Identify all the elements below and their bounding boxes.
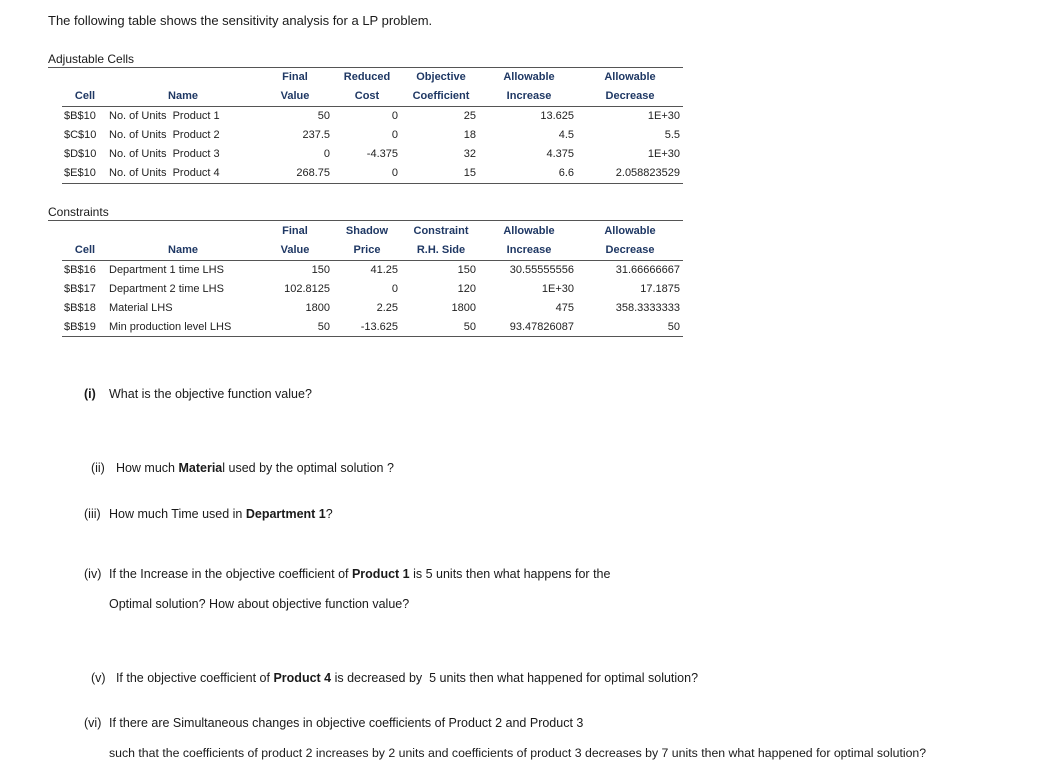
question-2 xyxy=(84,447,394,475)
con-name: Department 2 time LHS xyxy=(109,283,224,295)
con-hdr-cell: Cell xyxy=(74,244,96,256)
question-label: (ii) xyxy=(90,461,105,475)
constraints-top-rule xyxy=(48,220,683,221)
adj-reduced: 0 xyxy=(391,110,398,122)
con-inc: 475 xyxy=(555,302,574,314)
question-6-line-2: such that the coefficients of product 2 increases by 2 units and coefficients of product 3 decreases by 7 units then what happened for optimal solution? xyxy=(109,746,927,760)
adj-inc: 6.6 xyxy=(558,167,574,179)
adj-cell: $D$10 xyxy=(64,148,97,160)
intro-text: The following table shows the sensitivity analysis for a LP problem. xyxy=(48,13,433,28)
adj-hdr-objective-2: Coefficient xyxy=(412,90,470,102)
question-1 xyxy=(84,387,312,401)
adj-inc: 4.5 xyxy=(558,129,574,141)
con-dec: 50 xyxy=(667,321,680,333)
con-hdr-rhs-1: Constraint xyxy=(413,225,469,237)
con-hdr-final-2: Value xyxy=(280,244,310,256)
question-6 xyxy=(84,716,583,730)
adj-final: 237.5 xyxy=(302,129,330,141)
constraints-bottom-rule xyxy=(62,336,683,337)
adj-hdr-objective-1: Objective xyxy=(416,71,466,83)
question-label: (i) xyxy=(84,387,96,401)
adj-hdr-inc-2: Increase xyxy=(506,90,552,102)
con-hdr-inc-2: Increase xyxy=(506,244,552,256)
question-bold: Product 4 xyxy=(273,671,332,685)
con-rhs: 120 xyxy=(457,283,476,295)
constraints-title: Constraints xyxy=(48,205,109,219)
adjustable-top-rule xyxy=(48,67,683,68)
adjustable-header-rule xyxy=(62,106,683,107)
question-text-cont: l used by the optimal solution ? xyxy=(222,461,394,475)
question-5 xyxy=(84,657,698,685)
adj-dec: 1E+30 xyxy=(647,148,680,160)
adj-cell: $C$10 xyxy=(64,129,97,141)
adj-dec: 2.058823529 xyxy=(615,167,680,179)
con-shadow: 41.25 xyxy=(370,264,398,276)
question-label: (iv) xyxy=(84,567,102,581)
question-4 xyxy=(84,567,610,581)
question-bold: Department 1 xyxy=(245,507,326,521)
question-text: If the Increase in the objective coefficient of xyxy=(109,567,352,581)
con-final: 1800 xyxy=(305,302,330,314)
adj-dec: 5.5 xyxy=(664,129,680,141)
question-4-line-2: Optimal solution? How about objective function value? xyxy=(109,597,410,611)
con-shadow: -13.625 xyxy=(360,321,398,333)
adj-reduced: 0 xyxy=(391,129,398,141)
con-hdr-dec-2: Decrease xyxy=(605,244,655,256)
con-shadow: 0 xyxy=(391,283,398,295)
adj-inc: 4.375 xyxy=(546,148,574,160)
adj-final: 50 xyxy=(317,110,330,122)
con-name: Min production level LHS xyxy=(109,321,232,333)
adj-hdr-final-1: Final xyxy=(282,71,308,83)
con-inc: 93.47826087 xyxy=(509,321,574,333)
question-text-cont: ? xyxy=(325,507,333,521)
question-label: (iii) xyxy=(84,507,101,521)
con-hdr-rhs-2: R.H. Side xyxy=(416,244,466,256)
adjustable-bottom-rule xyxy=(62,183,683,184)
con-hdr-final-1: Final xyxy=(282,225,308,237)
adj-hdr-name: Name xyxy=(168,90,198,102)
question-text: What is the objective function value? xyxy=(109,387,312,401)
con-rhs: 50 xyxy=(463,321,476,333)
con-hdr-inc-1: Allowable xyxy=(503,225,555,237)
con-final: 102.8125 xyxy=(284,283,330,295)
adj-hdr-reduced-1: Reduced xyxy=(343,71,391,83)
adj-hdr-dec-2: Decrease xyxy=(605,90,655,102)
adj-name: No. of Units Product 4 xyxy=(109,167,220,179)
adj-reduced: 0 xyxy=(391,167,398,179)
con-cell: $B$19 xyxy=(64,321,96,333)
adj-name: No. of Units Product 2 xyxy=(109,129,220,141)
adj-name: No. of Units Product 1 xyxy=(109,110,220,122)
constraints-header-rule xyxy=(62,260,683,261)
adj-hdr-dec-1: Allowable xyxy=(604,71,656,83)
con-hdr-shadow-1: Shadow xyxy=(345,225,389,237)
adj-hdr-inc-1: Allowable xyxy=(503,71,555,83)
con-final: 50 xyxy=(317,321,330,333)
question-text: If the objective coefficient of xyxy=(115,671,274,685)
question-text-cont: is 5 units then what happens for the xyxy=(409,567,611,581)
con-final: 150 xyxy=(311,264,330,276)
con-dec: 31.66666667 xyxy=(615,264,680,276)
adj-cell: $E$10 xyxy=(64,167,96,179)
con-inc: 1E+30 xyxy=(541,283,574,295)
adj-cell: $B$10 xyxy=(64,110,96,122)
con-shadow: 2.25 xyxy=(376,302,398,314)
con-name: Material LHS xyxy=(109,302,173,314)
con-hdr-dec-1: Allowable xyxy=(604,225,656,237)
adj-hdr-final-2: Value xyxy=(280,90,310,102)
con-rhs: 1800 xyxy=(451,302,476,314)
question-text: How much xyxy=(115,461,179,475)
con-cell: $B$16 xyxy=(64,264,96,276)
con-cell: $B$18 xyxy=(64,302,96,314)
adj-coef: 18 xyxy=(463,129,476,141)
adj-dec: 1E+30 xyxy=(647,110,680,122)
adj-coef: 25 xyxy=(463,110,476,122)
question-text: If there are Simultaneous changes in objective coefficients of Product 2 and Product 3 xyxy=(109,716,584,730)
adj-final: 268.75 xyxy=(296,167,330,179)
adj-hdr-reduced-2: Cost xyxy=(354,90,380,102)
con-hdr-shadow-2: Price xyxy=(353,244,381,256)
con-rhs: 150 xyxy=(457,264,476,276)
adj-hdr-cell: Cell xyxy=(74,90,96,102)
adj-final: 0 xyxy=(323,148,330,160)
adjustable-cells-title: Adjustable Cells xyxy=(48,52,135,66)
question-text: How much Time used in xyxy=(109,507,246,521)
con-dec: 17.1875 xyxy=(640,283,680,295)
con-inc: 30.55555556 xyxy=(509,264,574,276)
adj-name: No. of Units Product 3 xyxy=(109,148,220,160)
con-name: Department 1 time LHS xyxy=(109,264,224,276)
question-label: (vi) xyxy=(84,716,102,730)
con-hdr-name: Name xyxy=(168,244,198,256)
question-3 xyxy=(84,507,333,521)
adj-coef: 15 xyxy=(463,167,476,179)
adj-coef: 32 xyxy=(463,148,476,160)
question-bold: Materia xyxy=(178,461,223,475)
question-label: (v) xyxy=(90,671,106,685)
con-cell: $B$17 xyxy=(64,283,96,295)
con-dec: 358.3333333 xyxy=(615,302,680,314)
adj-inc: 13.625 xyxy=(540,110,574,122)
question-text-cont: is decreased by 5 units then what happened for optimal solution? xyxy=(331,671,699,685)
question-bold: Product 1 xyxy=(351,567,410,581)
adj-reduced: -4.375 xyxy=(366,148,398,160)
